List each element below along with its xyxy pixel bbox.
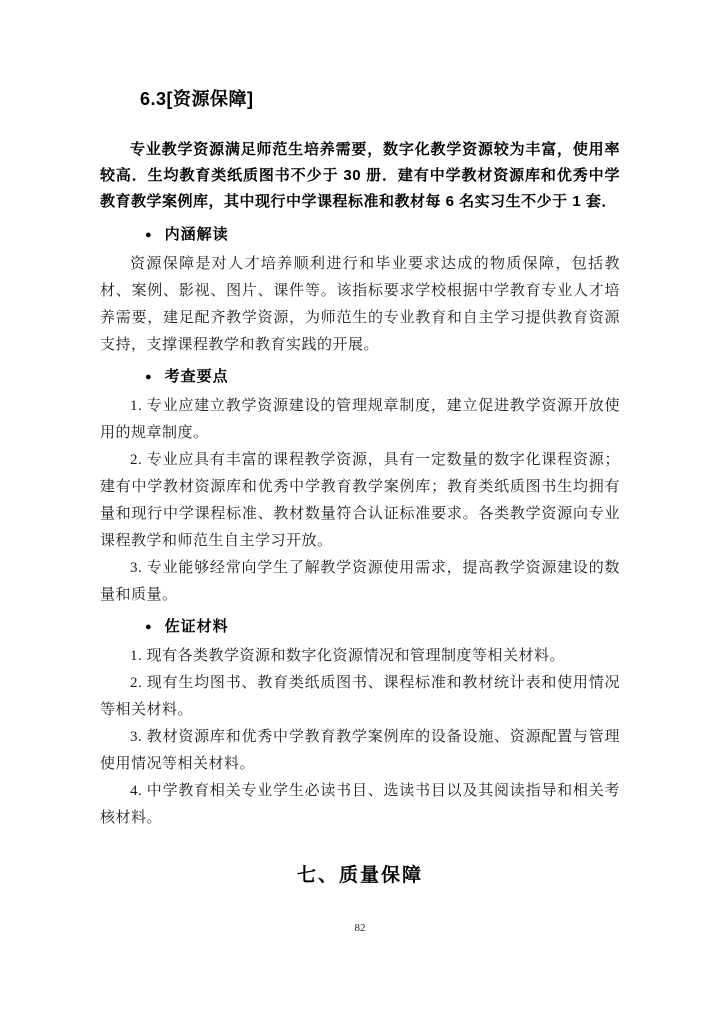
evidence-item-1: 1. 现有各类教学资源和数字化资源情况和管理制度等相关材料。 [130,648,566,664]
connotation-paragraph: 资源保障是对人才培养顺利进行和毕业要求达成的物质保障，包括教材、案例、影视、图片、课件等。该指标要求学校根据中学教育专业人才培养需要，建足配齐教学资源，为师范生的专业教育和自主学习提供教育资源支持，支撑课程教学和教育实践的开展。 [100,256,620,353]
bullet-icon: ● [145,371,152,383]
document-content [100,85,620,887]
bullet-heading-label: 佐证材料 [164,618,229,635]
bullet-heading-label: 内涵解读 [164,226,229,243]
section-heading: 6.3[资源保障] [140,89,254,109]
key-point-item-2: 2. 专业应具有丰富的课程教学资源，具有一定数量的数字化课程资源；建有中学教材资源库和优秀中学教育教学案例库；教育类纸质图书生均拥有量和现行中学课程标准、教材数量符合认证标准要求。各类教学资源向专业课程教学和师范生自主学习开放。 [100,452,620,549]
intro-paragraph: 专业教学资源满足师范生培养需要，数字化教学资源较为丰富，使用率较高．生均教育类纸质图书不少于 30 册．建有中学教材资源库和优秀中学教育教学案例库，其中现行中学课程标准和教材每 6 名实习生不少于 1 套． [100,141,620,210]
next-chapter-heading: 七、质量保障 [296,865,423,886]
bullet-heading-key-points [145,367,620,387]
evidence-item-3: 3. 教材资源库和优秀中学教育教学案例库的设备设施、资源配置与管理使用情况等相关材料。 [100,729,620,772]
bullet-heading-connotation [145,225,620,245]
key-point-item-1: 1. 专业应建立教学资源建设的管理规章制度，建立促进教学资源开放使用的规章制度。 [100,398,620,441]
page-number: 82 [354,922,366,934]
evidence-item-2: 2. 现有生均图书、教育类纸质图书、课程标准和教材统计表和使用情况等相关材料。 [100,675,620,718]
bullet-icon: ● [145,621,152,633]
key-point-item-3: 3. 专业能够经常向学生了解教学资源使用需求，提高教学资源建设的数量和质量。 [100,560,620,603]
bullet-icon: ● [145,229,152,241]
bullet-heading-evidence [145,617,620,637]
bullet-heading-label: 考查要点 [164,368,229,385]
evidence-item-4: 4. 中学教育相关专业学生必读书目、选读书目以及其阅读指导和相关考核材料。 [100,783,620,826]
